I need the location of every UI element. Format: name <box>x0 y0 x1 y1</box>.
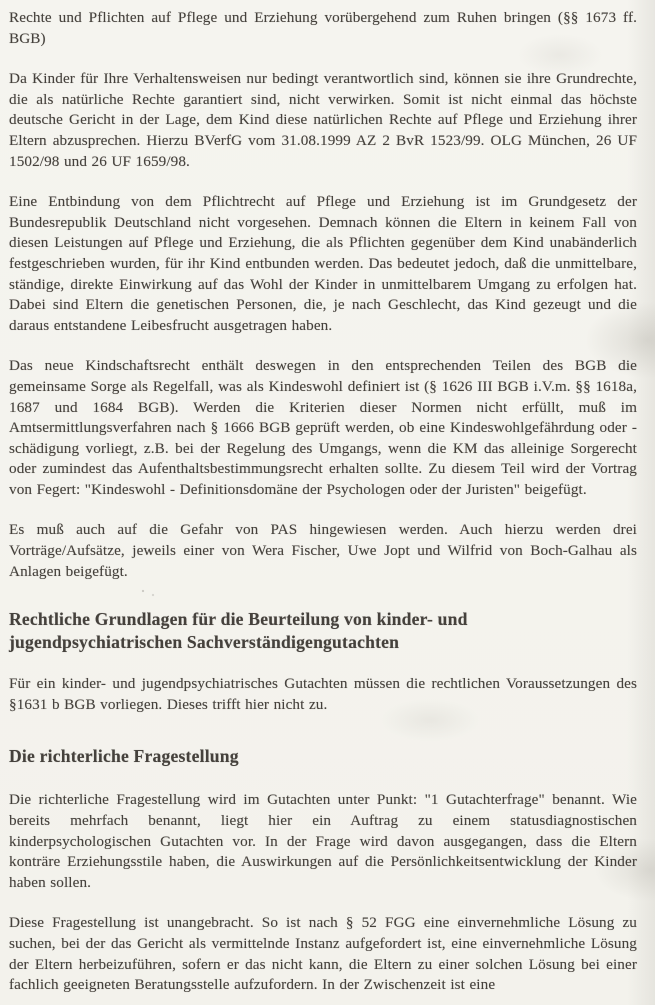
section-heading-rechtliche-grundlagen: Rechtliche Grundlagen für die Beurteilung von kinder- und jugendpsychiatrischen Sachverständigengutachten <box>9 609 468 653</box>
paragraph-entbindung: Eine Entbindung von dem Pflichtrecht auf Pflege und Erziehung ist im Grundgesetz der Bundesrepublik Deutschland nicht vorgesehen. Demnach können die Eltern in keinem Fall von diesen Leistungen auf Pflege und Erziehung, die als Pflichten gegenüber dem Kind unabänderlich festgeschrieben wurden, für ihr Kind entbunden werden. Das bedeutet jedoch, daß die unmittelbare, ständige, direkte Einwirkung auf das Wohl der Kinder in unmittelbarem Umgang zu erfolgen hat. Dabei sind Eltern die genetischen Personen, die, je nach Geschlecht, das Kind gezeugt und die daraus entstandene Leibesfrucht ausgetragen haben. <box>9 193 637 334</box>
paragraph-voraussetzungen: Für ein kinder- und jugendpsychiatrisches Gutachten müssen die rechtlichen Voraussetzungen des §1631 b BGB vorliegen. Dieses trifft hier nicht zu. <box>9 675 637 713</box>
section-heading-richterliche-fragestellung: Die richterliche Fragestellung <box>9 746 239 767</box>
paragraph-gutachterfrage: Die richterliche Fragestellung wird im Gutachten unter Punkt: "1 Gutachterfrage" benannt. Wie bereits mehrfach benannt, liegt hier ein Auftrag zu einem statusdiagnostischen kinderpsychologischen Gutachten vor. In der Frage wird davon ausgegangen, dass die Eltern konträre Erziehungsstile haben, die Auswirkungen auf die Persönlichkeitsentwicklung der Kinder haben sollen. <box>9 791 637 891</box>
paragraph-pas-gefahr: Es muß auch auf die Gefahr von PAS hingewiesen werden. Auch hierzu werden drei Vorträge/Aufsätze, jeweils einer von Wera Fischer, Uwe Jopt und Wilfrid von Boch-Galhau als Anlagen beigefügt. <box>9 521 637 580</box>
paragraph-fragestellung-unangebracht: Diese Fragestellung ist unangebracht. So ist nach § 52 FGG eine einvernehmliche Lösung zu suchen, bei der das Gericht als vermittelnde Instanz aufgefordert ist, eine einvernehmliche Lösung der Eltern herbeizuführen, sofern er das nicht kann, die Eltern zu einer solchen Lösung bei einer fachlich geeigneten Beratungsstelle aufzufordern. In der Zwischenzeit ist eine <box>9 914 637 994</box>
paragraph-grundrechte: Da Kinder für Ihre Verhaltensweisen nur bedingt verantwortlich sind, können sie ihre Grundrechte, die als natürliche Rechte garantiert sind, nicht verwirken. Somit ist nicht einmal das höchste deutsche Gericht in der Lage, dem Kind diese natürlichen Rechte auf Pflege und Erziehung ihrer Eltern abzusprechen. Hierzu BVerfG vom 31.08.1999 AZ 2 BvR 1523/99. OLG München, 26 UF 1502/98 und 26 UF 1659/98. <box>9 70 637 170</box>
paragraph-ruhen-bringen: Rechte und Pflichten auf Pflege und Erziehung vorübergehend zum Ruhen bringen (§§ 1673 ff. BGB) <box>9 9 637 47</box>
paragraph-kindschaftsrecht: Das neue Kindschaftsrecht enthält deswegen in den entsprechenden Teilen des BGB die gemeinsame Sorge als Regelfall, was als Kindeswohl definiert ist (§ 1626 III BGB i.V.m. §§ 1618a, 1687 und 1684 BGB). Werden die Kriterien dieser Normen nicht erfüllt, muß im Amtsermittlungsverfahren nach § 1666 BGB geprüft werden, ob eine Kindeswohlgefährdung oder -schädigung vorliegt, z.B. bei der Regelung des Umgangs, wenn die KM das alleinige Sorgerecht oder zumindest das Aufenthaltsbestimmungsrecht erhalten sollte. Zu diesem Teil wird der Vortrag von Fegert: "Kindeswohl - Definitionsdomäne der Psychologen oder der Juristen" beigefügt. <box>9 357 637 498</box>
